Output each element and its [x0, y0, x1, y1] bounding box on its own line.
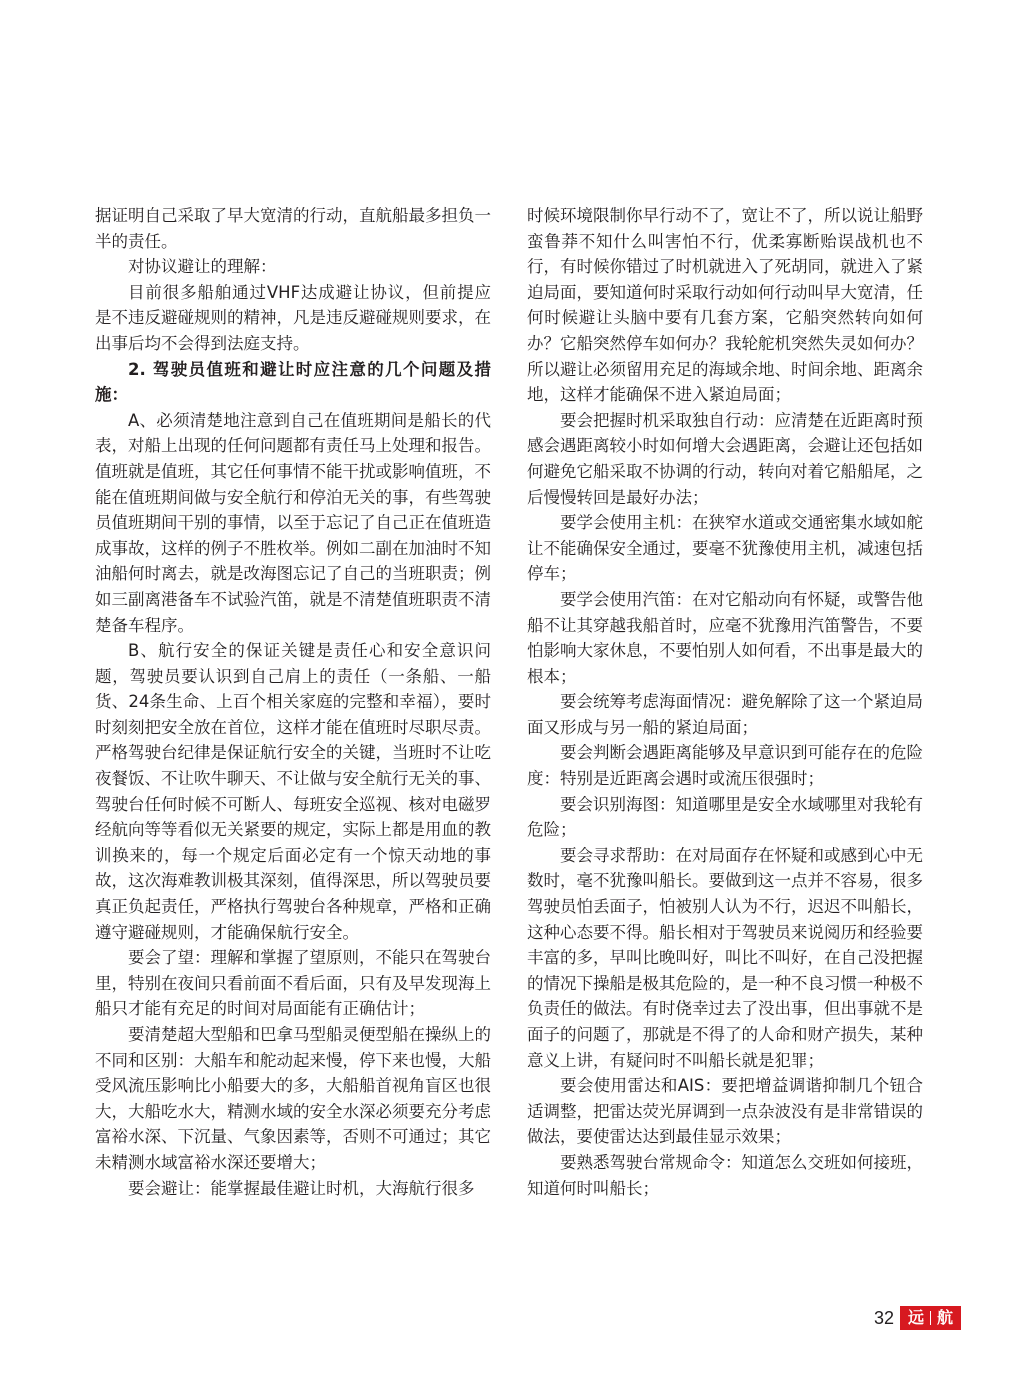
page-footer [874, 1306, 961, 1330]
paragraph: 要会寻求帮助：在对局面存在怀疑和或感到心中无数时，毫不犹豫叫船长。要做到这一点并不容易，很多驾驶员怕丢面子，怕被别人认为不行，迟迟不叫船长，这种心态要不得。船长相对于驾驶员来说阅历和经验要丰富的多，早叫比晚叫好，叫比不叫好，在自己没把握的情况下操船是极其危险的，是一种不良习惯一种极不负责任的做法。有时侥幸过去了没出事，但出事就不是面子的问题了，那就是不得了的人命和财产损失，某种意义上讲，有疑问时不叫船长就是犯罪； [527, 845, 923, 1070]
paragraph: 要清楚超大型船和巴拿马型船灵便型船在操纵上的不同和区别：大船车和舵动起来慢，停下来也慢，大船受风流压影响比小船要大的多，大船船首视角盲区也很大，大船吃水大，精测水域的安全水深必须要充分考虑富裕水深、下沉量、气象因素等，否则不可通过；其它未精测水域富裕水深还要增大； [95, 1025, 491, 1172]
paragraph: 据证明自己采取了早大宽清的行动，直航船最多担负一半的责任。 [95, 206, 491, 251]
magazine-logo [900, 1306, 961, 1330]
logo-char-right: 航 [937, 1308, 954, 1327]
left-column [95, 203, 491, 1201]
paragraph: 要会使用雷达和AIS：要把增益调谐抑制几个钮合适调整，把雷达荧光屏调到一点杂波没有是非常错误的做法，要使雷达达到最佳显示效果； [527, 1076, 923, 1147]
paragraph: 要学会使用汽笛：在对它船动向有怀疑，或警告他船不让其穿越我船首时，应毫不犹豫用汽笛警告，不要怕影响大家休息，不要怕别人如何看，不出事是最大的根本； [527, 589, 923, 686]
paragraph: B、航行安全的保证关键是责任心和安全意识问题，驾驶员要认识到自己肩上的责任（一条船、一船货、24条生命、上百个相关家庭的完整和幸福），要时时刻刻把安全放在首位，这样才能在值班时尽职尽责。严格驾驶台纪律是保证航行安全的关键，当班时不让吃夜餐饭、不让吹牛聊天、不让做与安全航行无关的事、驾驶台任何时候不可断人、每班安全巡视、核对电磁罗经航向等等看似无关紧要的规定，实际上都是用血的教训换来的，每一个规定后面必定有一个惊天动地的事故，这次海难教训极其深刻，值得深思，所以驾驶员要真正负起责任，严格执行驾驶台各种规章，严格和正确遵守避碰规则，才能确保航行安全。 [95, 641, 491, 942]
logo-divider [930, 1311, 931, 1325]
logo-char-left: 远 [908, 1308, 925, 1327]
paragraph: 对协议避让的理解： [128, 257, 277, 277]
paragraph: 要会把握时机采取独自行动：应清楚在近距离时预感会遇距离较小时如何增大会遇距离，会避让还包括如何避免它船采取不协调的行动，转向对着它船船尾，之后慢慢转回是最好办法； [527, 410, 923, 507]
paragraph: 要会了望：理解和掌握了望原则，不能只在驾驶台里，特别在夜间只看前面不看后面，只有及早发现海上船只才能有充足的时间对局面能有正确估计； [95, 948, 491, 1019]
paragraph: 要会判断会遇距离能够及早意识到可能存在的危险度：特别是近距离会遇时或流压很强时； [527, 743, 923, 789]
page-number: 32 [874, 1307, 895, 1328]
paragraph: 要熟悉驾驶台常规命令：知道怎么交班如何接班，知道何时叫船长； [527, 1152, 923, 1198]
paragraph: 要学会使用主机：在狭窄水道或交通密集水域如舵让不能确保安全通过，要毫不犹豫使用主机，减速包括停车； [527, 513, 923, 584]
paragraph: A、必须清楚地注意到自己在值班期间是船长的代表，对船上出现的任何问题都有责任马上处理和报告。值班就是值班，其它任何事情不能干扰或影响值班，不能在值班期间做与安全航行和停泊无关的事，有些驾驶员值班期间干别的事情，以至于忘记了自己正在值班造成事故，这样的例子不胜枚举。例如二副在加油时不知油船何时离去，就是改海图忘记了自己的当班职责；例如三副离港备车不试验汽笛，就是不清楚值班职责不清楚备车程序。 [95, 410, 491, 635]
section-heading: 2. 驾驶员值班和避让时应注意的几个问题及措施： [95, 359, 491, 405]
paragraph: 要会统筹考虑海面情况：避免解除了这一个紧迫局面又形成与另一船的紧迫局面； [527, 692, 923, 737]
paragraph: 要会避让：能掌握最佳避让时机，大海航行很多 [128, 1178, 475, 1198]
right-column [527, 203, 923, 1201]
paragraph: 要会识别海图：知道哪里是安全水域哪里对我轮有危险； [527, 794, 923, 840]
paragraph: 目前很多船舶通过VHF达成避让协议，但前提应是不违反避碰规则的精神，凡是违反避碰规则要求，在出事后均不会得到法庭支持。 [95, 282, 491, 353]
paragraph: 时候环境限制你早行动不了，宽让不了，所以说让船野蛮鲁莽不知什么叫害怕不行，优柔寡断贻误战机也不行，有时候你错过了时机就进入了死胡同，就进入了紧迫局面，要知道何时采取行动如何行动叫早大宽清，任何时候避让头脑中要有几套方案，它船突然转向如何办？它船突然停车如何办？我轮舵机突然失灵如何办？所以避让必须留用充足的海域余地、时间余地、距离余地，这样才能确保不进入紧迫局面； [527, 206, 923, 405]
